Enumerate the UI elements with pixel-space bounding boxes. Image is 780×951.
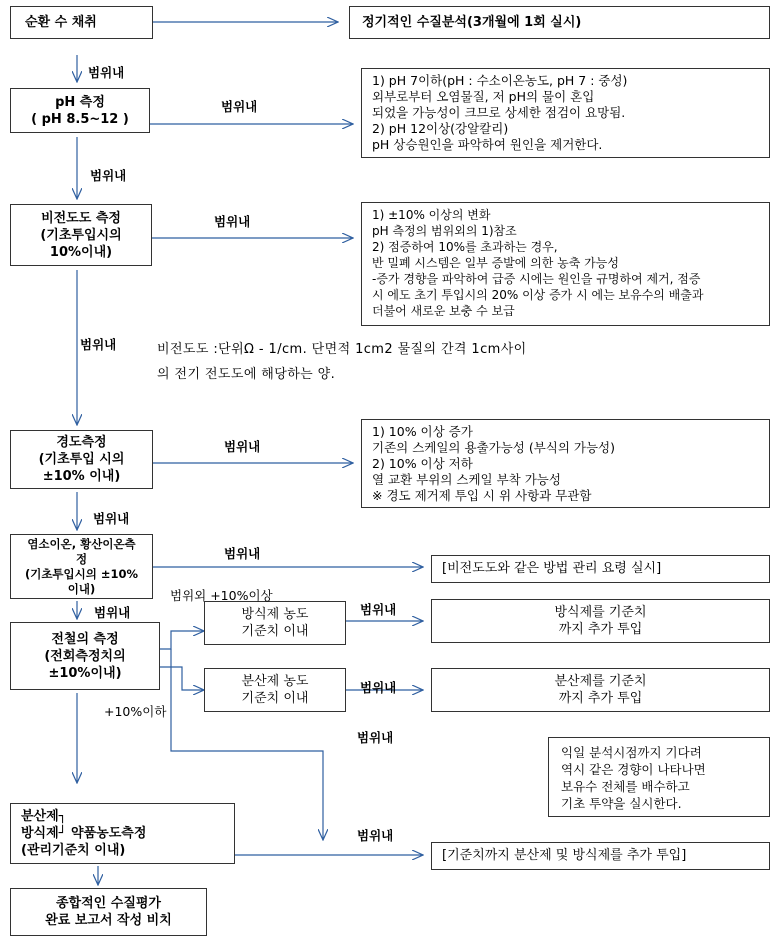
- dispersant-concentration-line-2: 기준치 이내: [241, 691, 309, 706]
- label-below-10: +10%이하: [104, 704, 167, 719]
- circulating-water-label: 순환 수 채취: [25, 15, 97, 30]
- hardness-action-line-4: 열 교환 부위의 스케일 부착 가능성: [372, 472, 561, 487]
- label-in-range-1: 범위내: [88, 65, 125, 80]
- chloride-title-1: 염소이온, 황산이온측: [27, 536, 136, 551]
- dispersant-concentration-line-1: 분산제 농도: [241, 674, 309, 689]
- ph-measurement-title: pH 측정: [55, 94, 105, 110]
- add-both-box: [431, 842, 770, 870]
- final-report-box: [10, 888, 207, 936]
- wait-action-line-2: 역시 같은 경향이 나타나면: [561, 762, 706, 777]
- label-in-range-11: 범위내: [360, 680, 397, 695]
- inhibitor-concentration-line-1: 방식제 농도: [241, 607, 309, 622]
- ph-action-box: [361, 68, 770, 158]
- label-in-range-9: 범위내: [94, 605, 131, 620]
- add-dispersant-line-1: 분산제를 기준치: [554, 674, 647, 689]
- add-dispersant-box: [431, 668, 770, 712]
- hardness-measurement-box: [10, 430, 153, 489]
- chloride-condition-2: 이내): [67, 581, 96, 596]
- periodic-analysis-label: 정기적인 수질분석(3개월에 1회 실시): [362, 15, 582, 30]
- inhibitor-concentration-box: [204, 601, 346, 645]
- total-iron-condition-2: ±10%이내): [48, 665, 122, 681]
- hardness-action-line-5: ※ 경도 제거제 투입 시 위 사항과 무관함: [372, 488, 592, 503]
- chloride-title-2: 정: [75, 551, 88, 566]
- add-inhibitor-line-1: 방식제를 기준치: [554, 605, 647, 620]
- conductivity-action-line-3: 2) 점증하여 10%를 초과하는 경우,: [372, 240, 558, 254]
- total-iron-title: 전철의 측정: [51, 631, 119, 647]
- agent-condition: (관리기준치 이내): [21, 843, 126, 858]
- hardness-condition-1: (기초투입 시의: [38, 452, 125, 467]
- chloride-action-box: [431, 555, 770, 583]
- arrow-iron-to-inhibitor: [160, 631, 204, 649]
- hardness-title: 경도측정: [56, 435, 107, 450]
- conductivity-title: 비전도도 측정: [41, 210, 121, 226]
- conductivity-action-line-5: -증가 경향을 파악하여 급증 시에는 원인을 규명하여 제거, 점증: [372, 272, 701, 286]
- inhibitor-concentration-line-2: 기준치 이내: [241, 624, 309, 639]
- chloride-sulfate-box: [10, 534, 153, 599]
- wait-action-line-1: 익일 분석시점까지 기다려: [561, 745, 702, 760]
- conductivity-unit-note: [157, 337, 527, 387]
- ph-measurement-range: ( pH 8.5~12 ): [31, 111, 129, 127]
- ph-action-line-2: 외부로부터 오염물질, 저 pH의 물이 혼입: [372, 89, 595, 104]
- label-in-range-8: 범위내: [224, 546, 261, 561]
- conductivity-measurement-box: [10, 204, 152, 266]
- ph-action-line-1: 1) pH 7이하(pH : 수소이온농도, pH 7 : 중성): [372, 73, 628, 88]
- conductivity-action-line-1: 1) ±10% 이상의 변화: [372, 208, 491, 222]
- conductivity-condition-2: 10%이내): [49, 244, 113, 260]
- add-inhibitor-box: [431, 599, 770, 643]
- periodic-analysis-box: [349, 6, 770, 39]
- hardness-condition-2: ±10% 이내): [42, 469, 121, 484]
- conductivity-action-line-2: pH 측정의 범위외의 1)참조: [372, 224, 517, 238]
- agent-dispersant-label: 분산제┐: [21, 809, 67, 824]
- label-out-of-range: 범위외 +10%이상: [170, 588, 273, 603]
- note-line-1: 비전도도 :단위Ω - 1/cm. 단면적 1cm2 물질의 간격 1cm사이: [157, 342, 527, 357]
- final-report-line-2: 완료 보고서 작성 비치: [45, 913, 172, 928]
- label-in-range-12: 범위내: [357, 730, 394, 745]
- agent-inhibitor-label: 방식제┘ 약품농도측정: [21, 826, 147, 841]
- label-in-range-10: 범위내: [360, 602, 397, 617]
- label-in-range-5: 범위내: [80, 337, 117, 352]
- wait-action-line-3: 보유수 전체를 배수하고: [561, 779, 690, 794]
- ph-action-line-5: pH 상승원인을 파악하여 원인을 제거한다.: [372, 137, 603, 152]
- add-both-label: [기준치까지 분산제 및 방식제를 추가 투입]: [442, 848, 687, 863]
- conductivity-condition-1: (기초투입시의: [40, 227, 122, 243]
- label-in-range-3: 범위내: [90, 168, 127, 183]
- add-dispersant-line-2: 까지 추가 투입: [558, 691, 643, 706]
- ph-action-line-4: 2) pH 12이상(강알칼리): [372, 121, 509, 136]
- label-in-range-2: 범위내: [221, 99, 258, 114]
- ph-measurement-box: [10, 88, 150, 133]
- final-report-line-1: 종합적인 수질평가: [56, 896, 161, 911]
- circulating-water-box: [10, 6, 153, 39]
- ph-action-line-3: 되었을 가능성이 크므로 상세한 점검이 요망됨.: [372, 105, 626, 120]
- conductivity-action-line-4: 반 밀폐 시스템은 일부 증발에 의한 농축 가능성: [372, 256, 619, 270]
- dispersant-concentration-box: [204, 668, 346, 712]
- hardness-action-box: [361, 419, 770, 508]
- total-iron-box: [10, 622, 160, 690]
- chloride-condition-1: (기초투입시의 ±10%: [24, 566, 139, 581]
- label-in-range-7: 범위내: [93, 511, 130, 526]
- conductivity-action-line-6: 시 에도 초기 투입시의 20% 이상 증가 시 에는 보유수의 배출과: [372, 288, 704, 302]
- agent-concentration-box: [10, 803, 235, 864]
- hardness-action-line-3: 2) 10% 이상 저하: [372, 456, 473, 471]
- arrow-iron-to-dispersant: [160, 667, 204, 690]
- label-in-range-6: 범위내: [224, 439, 261, 454]
- add-inhibitor-line-2: 까지 추가 투입: [558, 622, 643, 637]
- wait-action-box: [548, 737, 770, 817]
- hardness-action-line-1: 1) 10% 이상 증가: [372, 424, 473, 439]
- label-in-range-4: 범위내: [214, 214, 251, 229]
- total-iron-condition-1: (전회측정치의: [44, 648, 126, 664]
- note-line-2: 의 전기 전도도에 해당하는 양.: [157, 367, 336, 382]
- wait-action-line-4: 기초 투약을 실시한다.: [561, 796, 682, 811]
- label-in-range-13: 범위내: [357, 828, 394, 843]
- conductivity-action-line-7: 더불어 새로운 보충 수 보급: [372, 304, 515, 318]
- chloride-action-label: [비전도도와 같은 방법 관리 요령 실시]: [442, 561, 662, 576]
- conductivity-action-box: [361, 202, 770, 326]
- hardness-action-line-2: 기존의 스케일의 용출가능성 (부식의 가능성): [372, 440, 615, 455]
